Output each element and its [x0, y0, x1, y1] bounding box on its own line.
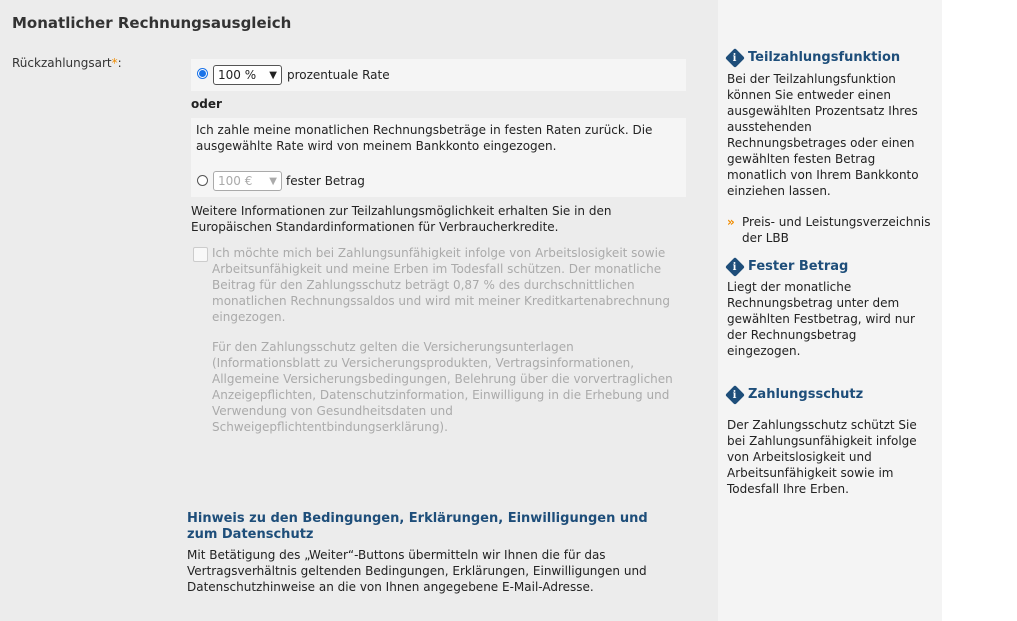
chevron-down-icon: ▼	[269, 69, 277, 81]
price-list-link-text[interactable]: Preis- und Leistungsverzeichnis der LBB	[742, 215, 931, 245]
sidebar	[718, 0, 942, 621]
info-icon: i	[725, 257, 745, 277]
info-icon: i	[725, 385, 745, 405]
more-info	[191, 203, 671, 235]
sidebar-title-protection: Zahlungsschutz	[748, 387, 864, 402]
sidebar-text-protection: Der Zahlungsschutz schützt Sie bei Zahlungsunfähigkeit infolge von Arbeitslosigkeit und Arbeitsunfähigkeit sowie im Todesfall Ihre Erben.	[727, 418, 917, 496]
fixed-radio[interactable]	[197, 175, 208, 186]
price-list-link[interactable]	[727, 214, 932, 246]
hint-text-mid: und	[623, 564, 647, 578]
chevron-down-icon: ▼	[269, 175, 277, 187]
percent-select[interactable]	[213, 65, 282, 85]
info-icon: i	[725, 48, 745, 68]
conditions-link[interactable]: Bedingungen, Erklärungen, Einwilligungen	[365, 564, 621, 578]
sidebar-heading-protection	[728, 387, 863, 402]
fixed-description: Ich zahle meine monatlichen Rechnungsbeträge in festen Raten zurück. Die ausgewählte Rate wird von meinem Bankkonto eingezogen.	[196, 123, 653, 153]
hint-text-pre: Mit Betätigung des „Weiter“-Buttons übermitteln wir Ihnen die für das Vertragsverhältnis geltenden	[187, 548, 606, 578]
repayment-label	[12, 56, 122, 70]
hint-title: Hinweis zu den Bedingungen, Erklärungen, Einwilligungen und zum Datenschutz	[187, 511, 648, 542]
percent-radio[interactable]	[197, 68, 208, 79]
fixed-option-label: fester Betrag	[286, 174, 365, 188]
fixed-select[interactable]	[213, 171, 282, 191]
percent-option-label: prozentuale Rate	[287, 68, 390, 82]
or-text: oder	[191, 97, 222, 111]
required-mark: *	[111, 56, 118, 70]
page-title: Monatlicher Rechnungsausgleich	[12, 14, 292, 32]
sidebar-text-installment: Bei der Teilzahlungsfunktion können Sie entweder einen ausgewählten Prozentsatz Ihres ausstehenden Rechnungsbetrages oder einen gewählten festen Betrag monatlich von Ihrem Bankkonto einziehen lassen.	[727, 72, 919, 198]
percent-select-value: 100 %	[218, 68, 257, 82]
hint-text-post: an die von Ihnen angegebene E-Mail-Adresse.	[318, 580, 594, 594]
insurance-text: Ich möchte mich bei Zahlungsunfähigkeit infolge von Arbeitslosigkeit sowie Arbeitsunfähigkeit und meine Erben im Todesfall schützen. Der monatliche Beitrag für den Zahlungsschutz beträgt 0,87 % des durchschnittlichen monatlichen Rechnungssaldos und wird mit meiner Kreditkartenabrechnung eingezogen.	[212, 246, 670, 324]
standard-info-link[interactable]: Europäischen Standardinformationen für Verbraucherkredite.	[191, 220, 559, 234]
fixed-select-value: 100 €	[218, 174, 253, 188]
repayment-label-text: Rückzahlungsart	[12, 56, 112, 70]
sidebar-title-installment: Teilzahlungsfunktion	[748, 50, 901, 65]
sidebar-title-fixed: Fester Betrag	[748, 259, 849, 274]
more-info-text: Weitere Informationen zur Teilzahlungsmöglichkeit erhalten Sie in den	[191, 204, 612, 218]
sidebar-text-fixed: Liegt der monatliche Rechnungsbetrag unter dem gewählten Festbetrag, wird nur der Rechnungsbetrag eingezogen.	[727, 280, 915, 358]
privacy-link[interactable]: Datenschutzhinweise	[187, 580, 316, 594]
hint-text	[187, 547, 662, 595]
label-colon: :	[117, 56, 122, 70]
price-link-marker: »	[727, 215, 735, 229]
sidebar-heading-installment	[728, 50, 900, 65]
insurance-documents-text: Für den Zahlungsschutz gelten die Versicherungsunterlagen (Informationsblatt zu Versicherungsprodukten, Vertragsinformationen, Allgemeine Versicherungsbedingungen, Belehrung über die vorvertraglichen Anzeigepflichten, Datenschutzinformation, Einwilligung in die Erhebung und Verwendung von Gesundheitsdaten und Schweigepflichtentbindungserklärung).	[212, 340, 673, 434]
insurance-checkbox[interactable]	[193, 247, 208, 262]
sidebar-heading-fixed	[728, 259, 848, 274]
